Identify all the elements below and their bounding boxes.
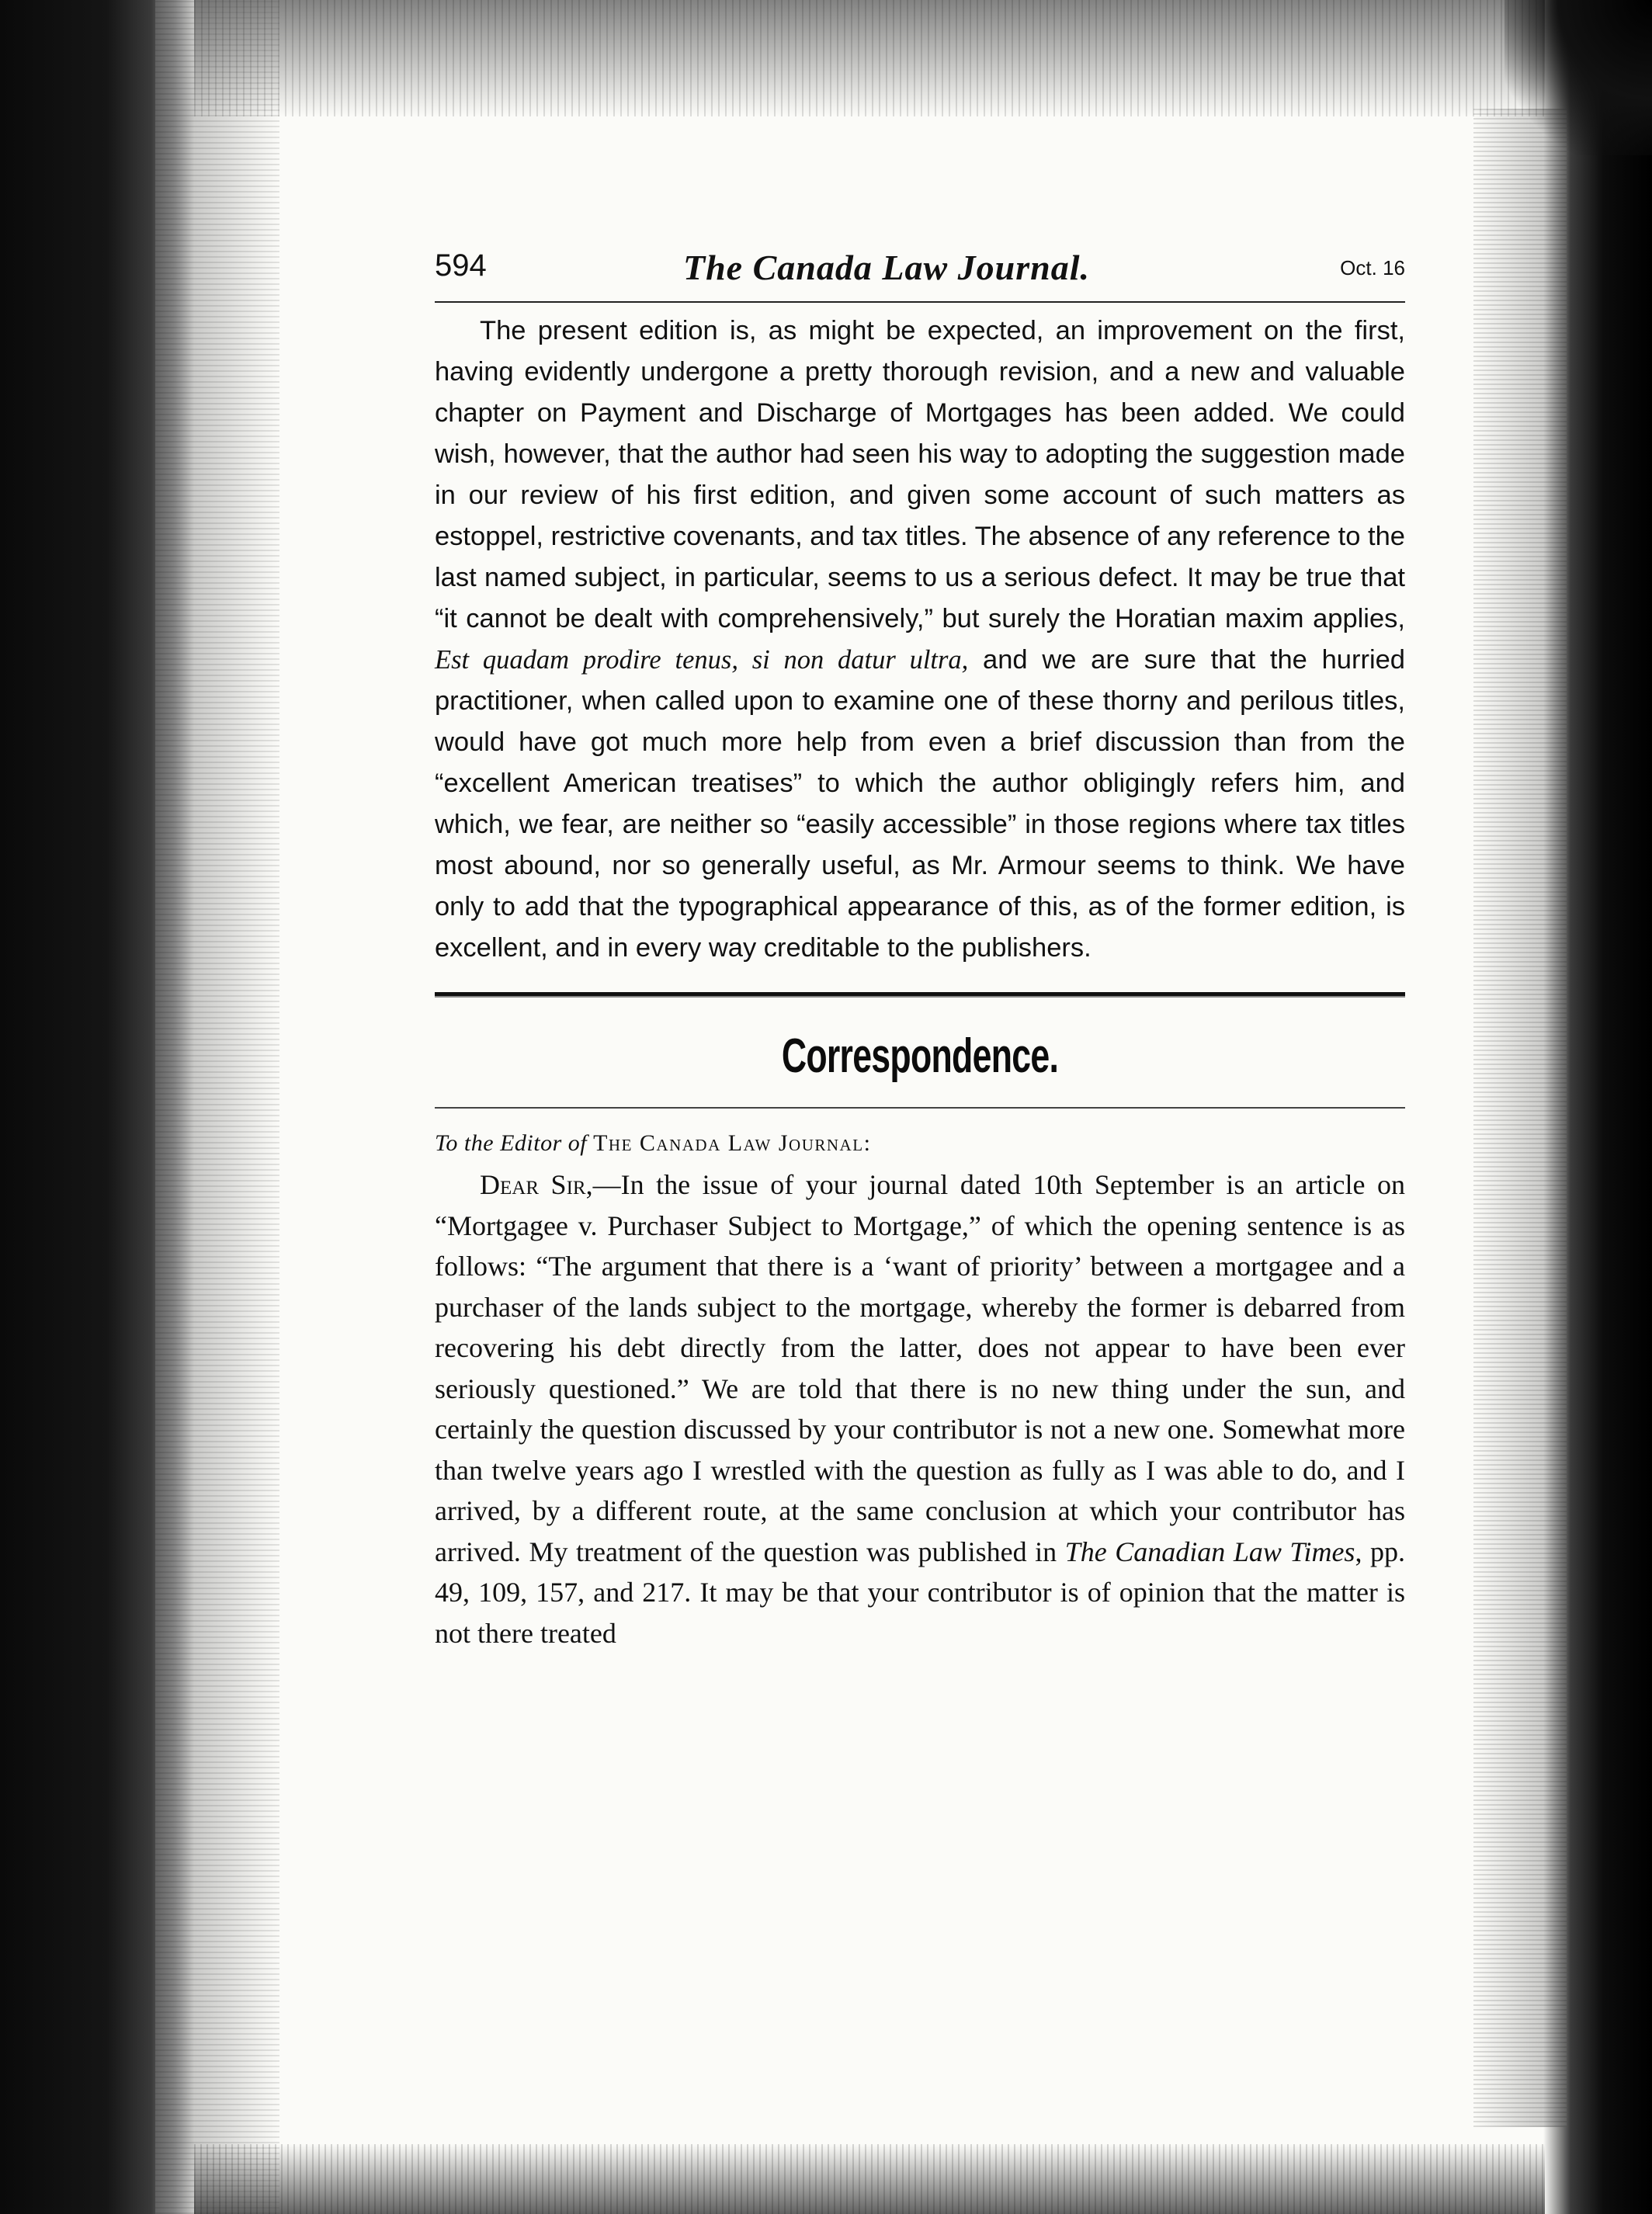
letter-text-part-2: , pp. 49, 109, 157, and 217. It may be that your contributor is of opinion that the matter is not there treated xyxy=(435,1536,1405,1649)
page-text-block xyxy=(435,248,1405,1654)
cited-publication: The Canadian Law Times xyxy=(1064,1536,1355,1567)
review-paragraph xyxy=(435,311,1405,969)
letter-text-part-1: —In the issue of your journal dated 10th September is an article on “Mortgagee v. Purchaser Subject to Mortgage,” of which the opening sentence is as follows: “The argument that there is a ‘want of priority’ between a mortgagee and a purchaser of the lands subject to the mortgage, whereby the former is debarred from recovering his debt directly from the latter, does not appear to have been ever seriously questioned.” We are told that there is no new thing under the sun, and certainly the question discussed by your contributor is not a new one. Somewhat more than twelve years ago I wrestled with the question as fully as I was able to do, and I arrived, by a different route, at the same conclusion at which your contributor has arrived. My treatment of the question was published in xyxy=(435,1169,1405,1567)
page-number: 594 xyxy=(435,248,487,283)
journal-title: The Canada Law Journal. xyxy=(683,248,1090,287)
letter-salutation xyxy=(435,1130,1405,1157)
top-scan-noise xyxy=(194,0,1545,116)
salutation-prefix: To the Editor of xyxy=(435,1130,588,1156)
salutation-suffix: : xyxy=(863,1130,871,1156)
salutation-journal: The Canada Law Journal xyxy=(593,1130,864,1156)
bottom-scan-noise xyxy=(194,2144,1545,2214)
heading-rule xyxy=(435,1107,1405,1109)
issue-date: Oct. 16 xyxy=(1340,256,1405,279)
right-scan-noise xyxy=(1473,109,1567,2127)
header-rule xyxy=(435,301,1405,303)
review-text-part-2: and we are sure that the hurried practitioner, when called upon to examine one of these thorny and perilous titles, would have got much more help from even a brief discussion than from the “excellent American treatises” to which the author obligingly refers him, and which, we fear, are neither so “easily accessible” in those regions where tax titles most abound, nor so generally useful, as Mr. Armour seems to think. We have only to add that the typographical appearance of this, as of the former edition, is excellent, and in every way creditable to the publishers. xyxy=(435,645,1405,963)
dear-sir: Dear Sir, xyxy=(480,1169,593,1200)
horatian-maxim: Est quadam prodire tenus, si non datur ultra, xyxy=(435,645,969,675)
section-divider xyxy=(435,992,1405,998)
left-scan-noise xyxy=(155,0,279,2214)
top-right-corner-shadow xyxy=(1504,0,1652,155)
running-head xyxy=(435,248,1405,297)
review-text-part-1: The present edition is, as might be expected, an improvement on the first, having evidently undergone a pretty thorough revision, and a new and valuable chapter on Payment and Discharge of Mortgages has been added. We could wish, however, that the author had seen his way to adopting the suggestion made in our review of his first edition, and given some account of such matters as estoppel, restrictive covenants, and tax titles. The absence of any reference to the last named subject, in particular, seems to us a serious defect. It may be true that “it cannot be dealt with comprehensively,” but surely the Horatian maxim applies, xyxy=(435,316,1405,633)
section-heading: Correspondence. xyxy=(781,1029,1059,1083)
letter-paragraph xyxy=(435,1164,1405,1654)
